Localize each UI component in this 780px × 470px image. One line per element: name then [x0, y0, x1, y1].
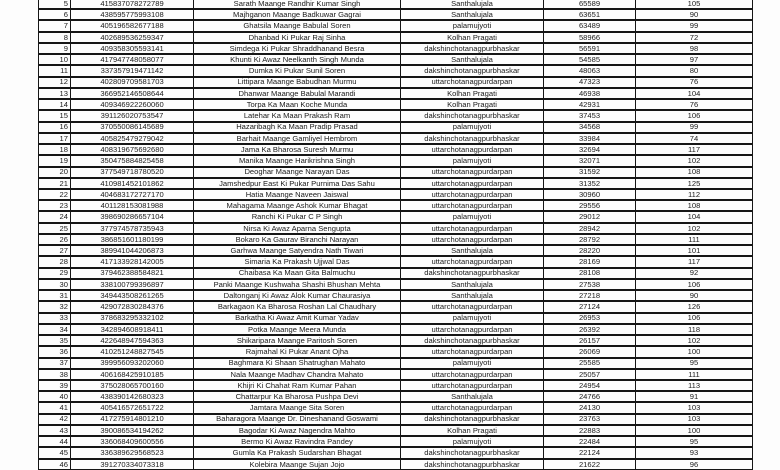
cell-code: 389941044206873: [71, 245, 194, 256]
table-row: [39, 211, 753, 222]
cell-code: 438595775993108: [71, 9, 194, 20]
cell-value: 65589: [544, 0, 636, 9]
table-row: [39, 447, 753, 458]
table-row: [39, 425, 753, 436]
cell-value: 22124: [544, 447, 636, 458]
cell-code: 408319675692680: [71, 144, 194, 155]
table-row: [39, 459, 753, 470]
cell-serial: 33: [39, 313, 71, 324]
cell-edition: Santhalujala: [401, 391, 544, 402]
cell-code: 391126020753547: [71, 110, 194, 121]
cell-code: 370550086145689: [71, 122, 194, 133]
table-row: [39, 234, 753, 245]
cell-title: Latehar Ka Maan Prakash Ram: [194, 110, 401, 121]
cell-title: Hazaribagh Ka Maan Pradip Prasad: [194, 122, 401, 133]
cell-title: Sarath Maange Randhir Kumar Singh: [194, 0, 401, 9]
cell-score: 113: [636, 380, 753, 391]
cell-value: 63651: [544, 9, 636, 20]
cell-serial: 11: [39, 65, 71, 76]
cell-serial: 42: [39, 414, 71, 425]
cell-value: 29012: [544, 211, 636, 222]
cell-value: 26392: [544, 324, 636, 335]
cell-edition: dakshinchotanagpurbhaskar: [401, 335, 544, 346]
cell-title: Khunti Ki Awaz Neelkanth Singh Munda: [194, 54, 401, 65]
cell-score: 125: [636, 178, 753, 189]
cell-serial: 46: [39, 459, 71, 470]
table-row: [39, 313, 753, 324]
cell-title: Khijri Ki Chahat Ram Kumar Pahan: [194, 380, 401, 391]
cell-code: 409358305593141: [71, 43, 194, 54]
cell-score: 117: [636, 256, 753, 267]
cell-edition: uttarchotanagpurdarpan: [401, 77, 544, 88]
cell-score: 102: [636, 223, 753, 234]
cell-score: 90: [636, 290, 753, 301]
cell-serial: 29: [39, 268, 71, 279]
cell-value: 28792: [544, 234, 636, 245]
cell-score: 99: [636, 20, 753, 31]
cell-title: Bagodar Ki Awaz Nagendra Mahto: [194, 425, 401, 436]
data-table: [38, 0, 753, 470]
cell-value: 31352: [544, 178, 636, 189]
cell-value: 31592: [544, 167, 636, 178]
cell-serial: 23: [39, 200, 71, 211]
cell-score: 80: [636, 65, 753, 76]
cell-score: 102: [636, 155, 753, 166]
cell-score: 106: [636, 279, 753, 290]
cell-edition: uttarchotanagpurdarpan: [401, 189, 544, 200]
cell-title: Dhanbad Ki Pukar Raj Sinha: [194, 32, 401, 43]
table-row: [39, 380, 753, 391]
cell-title: Panki Maange Kushwaha Shashi Bhushan Mehta: [194, 279, 401, 290]
cell-value: 46938: [544, 88, 636, 99]
cell-value: 24766: [544, 391, 636, 402]
cell-score: 100: [636, 346, 753, 357]
cell-serial: 19: [39, 155, 71, 166]
cell-value: 54585: [544, 54, 636, 65]
cell-edition: uttarchotanagpurdarpan: [401, 167, 544, 178]
cell-code: 378683295332102: [71, 313, 194, 324]
cell-edition: Santhalujala: [401, 279, 544, 290]
cell-title: Jama Ka Bharosa Suresh Murmu: [194, 144, 401, 155]
cell-code: 410981452101862: [71, 178, 194, 189]
cell-score: 92: [636, 268, 753, 279]
cell-code: 366952146508644: [71, 88, 194, 99]
cell-score: 98: [636, 43, 753, 54]
cell-title: Kolebira Maange Sujan Jojo: [194, 459, 401, 470]
cell-title: Dhanwar Maange Babulal Marandi: [194, 88, 401, 99]
cell-code: 417275914801210: [71, 414, 194, 425]
table-row: [39, 256, 753, 267]
cell-value: 22484: [544, 436, 636, 447]
cell-code: 391270334073318: [71, 459, 194, 470]
table-row: [39, 391, 753, 402]
cell-value: 29556: [544, 200, 636, 211]
cell-title: Barkagaon Ka Bharosa Roshan Lal Chaudhary: [194, 301, 401, 312]
table-row: [39, 200, 753, 211]
cell-value: 24130: [544, 402, 636, 413]
cell-score: 104: [636, 211, 753, 222]
cell-code: 415837078272789: [71, 0, 194, 9]
cell-serial: 22: [39, 189, 71, 200]
cell-title: Jamtara Maange Sita Soren: [194, 402, 401, 413]
cell-value: 28169: [544, 256, 636, 267]
cell-code: 422648947594363: [71, 335, 194, 346]
cell-score: 95: [636, 358, 753, 369]
table-row: [39, 369, 753, 380]
cell-code: 405825479279042: [71, 133, 194, 144]
cell-edition: uttarchotanagpurdarpan: [401, 178, 544, 189]
cell-code: 337357919471142: [71, 65, 194, 76]
cell-serial: 45: [39, 447, 71, 458]
cell-score: 104: [636, 88, 753, 99]
table-row: [39, 335, 753, 346]
cell-title: Baghmara Ki Shaan Shatrughan Mahato: [194, 358, 401, 369]
cell-edition: uttarchotanagpurdarpan: [401, 144, 544, 155]
cell-score: 91: [636, 391, 753, 402]
cell-edition: palamujyoti: [401, 436, 544, 447]
table-row: [39, 144, 753, 155]
cell-title: Bermo Ki Awaz Ravindra Pandey: [194, 436, 401, 447]
cell-title: Baharagora Maange Dr. Dineshanand Goswami: [194, 414, 401, 425]
table-body: [39, 0, 753, 470]
cell-title: Torpa Ka Maan Koche Munda: [194, 99, 401, 110]
cell-title: Majhganon Maange Badkuwar Gagrai: [194, 9, 401, 20]
cell-value: 28942: [544, 223, 636, 234]
cell-code: 405196582677188: [71, 20, 194, 31]
table-row: [39, 436, 753, 447]
cell-code: 375028065700160: [71, 380, 194, 391]
cell-serial: 21: [39, 178, 71, 189]
cell-score: 101: [636, 245, 753, 256]
cell-serial: 31: [39, 290, 71, 301]
cell-edition: palamujyoti: [401, 122, 544, 133]
cell-serial: 44: [39, 436, 71, 447]
cell-title: Nala Maange Madhav Chandra Mahato: [194, 369, 401, 380]
cell-value: 27538: [544, 279, 636, 290]
cell-edition: Kolhan Pragati: [401, 425, 544, 436]
cell-edition: uttarchotanagpurdarpan: [401, 369, 544, 380]
cell-title: Mahagama Maange Ashok Kumar Bhagat: [194, 200, 401, 211]
cell-code: 350475884825458: [71, 155, 194, 166]
cell-serial: 27: [39, 245, 71, 256]
cell-code: 401128153081988: [71, 200, 194, 211]
cell-edition: uttarchotanagpurdarpan: [401, 301, 544, 312]
table-row: [39, 88, 753, 99]
table-row: [39, 178, 753, 189]
cell-edition: uttarchotanagpurdarpan: [401, 200, 544, 211]
cell-edition: dakshinchotanagpurbhaskar: [401, 447, 544, 458]
cell-title: Daltonganj Ki Awaz Alok Kumar Chaurasiya: [194, 290, 401, 301]
cell-edition: palamujyoti: [401, 155, 544, 166]
table-row: [39, 0, 753, 9]
cell-title: Manika Maange Harikrishna Singh: [194, 155, 401, 166]
cell-edition: palamujyoti: [401, 313, 544, 324]
table-row: [39, 279, 753, 290]
cell-title: Bokaro Ka Gaurav Biranchi Narayan: [194, 234, 401, 245]
cell-edition: uttarchotanagpurdarpan: [401, 380, 544, 391]
cell-serial: 30: [39, 279, 71, 290]
cell-edition: dakshinchotanagpurbhaskar: [401, 110, 544, 121]
cell-title: Simaria Ka Prakash Ujjwal Das: [194, 256, 401, 267]
cell-title: Gumla Ka Prakash Sudarshan Bhagat: [194, 447, 401, 458]
cell-score: 105: [636, 0, 753, 9]
cell-score: 93: [636, 447, 753, 458]
cell-serial: 12: [39, 77, 71, 88]
cell-serial: 17: [39, 133, 71, 144]
cell-title: Simdega Ki Pukar Shraddhanand Besra: [194, 43, 401, 54]
cell-value: 25057: [544, 369, 636, 380]
table-row: [39, 245, 753, 256]
cell-value: 26157: [544, 335, 636, 346]
cell-score: 117: [636, 144, 753, 155]
cell-serial: 10: [39, 54, 71, 65]
cell-code: 417133928142005: [71, 256, 194, 267]
cell-title: Barhait Maange Gamliyel Hembrom: [194, 133, 401, 144]
cell-score: 95: [636, 436, 753, 447]
table-row: [39, 43, 753, 54]
cell-code: 379462388584821: [71, 268, 194, 279]
cell-edition: palamujyoti: [401, 20, 544, 31]
cell-value: 30960: [544, 189, 636, 200]
cell-value: 27124: [544, 301, 636, 312]
cell-serial: 24: [39, 211, 71, 222]
cell-value: 25585: [544, 358, 636, 369]
cell-serial: 5: [39, 0, 71, 9]
cell-code: 410251248827545: [71, 346, 194, 357]
cell-code: 429072830284376: [71, 301, 194, 312]
cell-score: 96: [636, 459, 753, 470]
cell-serial: 34: [39, 324, 71, 335]
cell-serial: 16: [39, 122, 71, 133]
cell-code: 390086534194262: [71, 425, 194, 436]
cell-score: 90: [636, 9, 753, 20]
cell-code: 402809709581703: [71, 77, 194, 88]
cell-serial: 15: [39, 110, 71, 121]
cell-code: 349443508261265: [71, 290, 194, 301]
cell-score: 102: [636, 335, 753, 346]
cell-edition: Santhalujala: [401, 54, 544, 65]
table-row: [39, 167, 753, 178]
table-row: [39, 9, 753, 20]
cell-code: 404683172727170: [71, 189, 194, 200]
cell-code: 377549718780520: [71, 167, 194, 178]
table-row: [39, 20, 753, 31]
cell-serial: 36: [39, 346, 71, 357]
cell-title: Potka Maange Meera Munda: [194, 324, 401, 335]
cell-serial: 37: [39, 358, 71, 369]
cell-code: 405416572651722: [71, 402, 194, 413]
cell-score: 99: [636, 122, 753, 133]
cell-value: 26953: [544, 313, 636, 324]
cell-edition: Santhalujala: [401, 0, 544, 9]
cell-edition: palamujyoti: [401, 358, 544, 369]
cell-edition: dakshinchotanagpurbhaskar: [401, 43, 544, 54]
cell-value: 23763: [544, 414, 636, 425]
cell-code: 377974578735943: [71, 223, 194, 234]
cell-title: Barkatha Ki Awaz Amit Kumar Yadav: [194, 313, 401, 324]
cell-value: 42931: [544, 99, 636, 110]
cell-code: 438390142680323: [71, 391, 194, 402]
cell-score: 106: [636, 313, 753, 324]
table-row: [39, 65, 753, 76]
cell-code: 402689536259347: [71, 32, 194, 43]
cell-serial: 18: [39, 144, 71, 155]
cell-code: 336068409600556: [71, 436, 194, 447]
cell-code: 398690286657104: [71, 211, 194, 222]
table-row: [39, 301, 753, 312]
cell-score: 100: [636, 425, 753, 436]
cell-code: 342894608918411: [71, 324, 194, 335]
cell-score: 97: [636, 54, 753, 65]
table-row: [39, 155, 753, 166]
table-row: [39, 290, 753, 301]
cell-edition: uttarchotanagpurdarpan: [401, 234, 544, 245]
cell-value: 34568: [544, 122, 636, 133]
cell-title: Jamshedpur East Ki Pukar Purnima Das Sahu: [194, 178, 401, 189]
cell-score: 112: [636, 189, 753, 200]
cell-score: 106: [636, 110, 753, 121]
cell-code: 406168425910185: [71, 369, 194, 380]
table-row: [39, 346, 753, 357]
cell-edition: dakshinchotanagpurbhaskar: [401, 65, 544, 76]
cell-score: 76: [636, 99, 753, 110]
cell-score: 111: [636, 234, 753, 245]
cell-score: 108: [636, 167, 753, 178]
cell-serial: 13: [39, 88, 71, 99]
cell-edition: Santhalujala: [401, 9, 544, 20]
cell-value: 56591: [544, 43, 636, 54]
table-row: [39, 414, 753, 425]
cell-score: 108: [636, 200, 753, 211]
cell-title: Chattarpur Ka Bharosa Pushpa Devi: [194, 391, 401, 402]
cell-title: Littipara Maange Babudhan Murmu: [194, 77, 401, 88]
cell-value: 32071: [544, 155, 636, 166]
cell-serial: 26: [39, 234, 71, 245]
cell-edition: Santhalujala: [401, 290, 544, 301]
cell-edition: Kolhan Pragati: [401, 32, 544, 43]
cell-value: 26069: [544, 346, 636, 357]
table-row: [39, 54, 753, 65]
cell-title: Garhwa Maange Satyendra Nath Tiwari: [194, 245, 401, 256]
cell-serial: 9: [39, 43, 71, 54]
cell-edition: Santhalujala: [401, 245, 544, 256]
cell-serial: 35: [39, 335, 71, 346]
cell-value: 24954: [544, 380, 636, 391]
cell-value: 33984: [544, 133, 636, 144]
cell-serial: 25: [39, 223, 71, 234]
cell-score: 76: [636, 77, 753, 88]
cell-value: 21622: [544, 459, 636, 470]
cell-serial: 41: [39, 402, 71, 413]
table-row: [39, 32, 753, 43]
cell-edition: dakshinchotanagpurbhaskar: [401, 459, 544, 470]
cell-edition: dakshinchotanagpurbhaskar: [401, 268, 544, 279]
cell-value: 28108: [544, 268, 636, 279]
cell-value: 48063: [544, 65, 636, 76]
cell-title: Chaibasa Ka Maan Gita Balmuchu: [194, 268, 401, 279]
cell-score: 126: [636, 301, 753, 312]
cell-title: Ghatsila Maange Babulal Soren: [194, 20, 401, 31]
table-row: [39, 223, 753, 234]
cell-title: Hatia Maange Naveen Jaiswal: [194, 189, 401, 200]
cell-serial: 38: [39, 369, 71, 380]
cell-edition: uttarchotanagpurdarpan: [401, 324, 544, 335]
cell-edition: palamujyoti: [401, 211, 544, 222]
cell-value: 28220: [544, 245, 636, 256]
cell-serial: 8: [39, 32, 71, 43]
table-row: [39, 402, 753, 413]
cell-code: 409346922260060: [71, 99, 194, 110]
cell-value: 32694: [544, 144, 636, 155]
cell-score: 72: [636, 32, 753, 43]
cell-score: 74: [636, 133, 753, 144]
cell-value: 58966: [544, 32, 636, 43]
cell-title: Rajmahal Ki Pukar Anant Ojha: [194, 346, 401, 357]
cell-value: 22883: [544, 425, 636, 436]
cell-score: 103: [636, 402, 753, 413]
cell-serial: 28: [39, 256, 71, 267]
table-row: [39, 77, 753, 88]
cell-value: 37453: [544, 110, 636, 121]
cell-title: Shikaripara Maange Paritosh Soren: [194, 335, 401, 346]
cell-edition: uttarchotanagpurdarpan: [401, 223, 544, 234]
cell-serial: 39: [39, 380, 71, 391]
cell-serial: 40: [39, 391, 71, 402]
cell-code: 386851601180199: [71, 234, 194, 245]
cell-code: 399956093202060: [71, 358, 194, 369]
cell-edition: Kolhan Pragati: [401, 88, 544, 99]
cell-serial: 14: [39, 99, 71, 110]
cell-serial: 32: [39, 301, 71, 312]
cell-code: 336389629568523: [71, 447, 194, 458]
cell-value: 27218: [544, 290, 636, 301]
table-row: [39, 268, 753, 279]
table-row: [39, 358, 753, 369]
cell-value: 63489: [544, 20, 636, 31]
cell-score: 103: [636, 414, 753, 425]
cell-score: 111: [636, 369, 753, 380]
table-row: [39, 110, 753, 121]
cell-code: 338100799396897: [71, 279, 194, 290]
cell-edition: Kolhan Pragati: [401, 99, 544, 110]
cell-serial: 43: [39, 425, 71, 436]
cell-edition: uttarchotanagpurdarpan: [401, 402, 544, 413]
cell-score: 118: [636, 324, 753, 335]
cell-serial: 20: [39, 167, 71, 178]
cell-serial: 7: [39, 20, 71, 31]
cell-edition: uttarchotanagpurdarpan: [401, 256, 544, 267]
table-row: [39, 99, 753, 110]
cell-edition: dakshinchotanagpurbhaskar: [401, 133, 544, 144]
cell-title: Deoghar Maange Narayan Das: [194, 167, 401, 178]
cell-title: Nirsa Ki Awaz Aparna Sengupta: [194, 223, 401, 234]
cell-code: 417947748058077: [71, 54, 194, 65]
cell-serial: 6: [39, 9, 71, 20]
cell-title: Ranchi Ki Pukar C P Singh: [194, 211, 401, 222]
cell-title: Dumka Ki Pukar Sunil Soren: [194, 65, 401, 76]
table-row: [39, 133, 753, 144]
cell-edition: uttarchotanagpurdarpan: [401, 346, 544, 357]
table-row: [39, 324, 753, 335]
cell-value: 47323: [544, 77, 636, 88]
cell-edition: dakshinchotanagpurbhaskar: [401, 414, 544, 425]
table-row: [39, 122, 753, 133]
table-row: [39, 189, 753, 200]
